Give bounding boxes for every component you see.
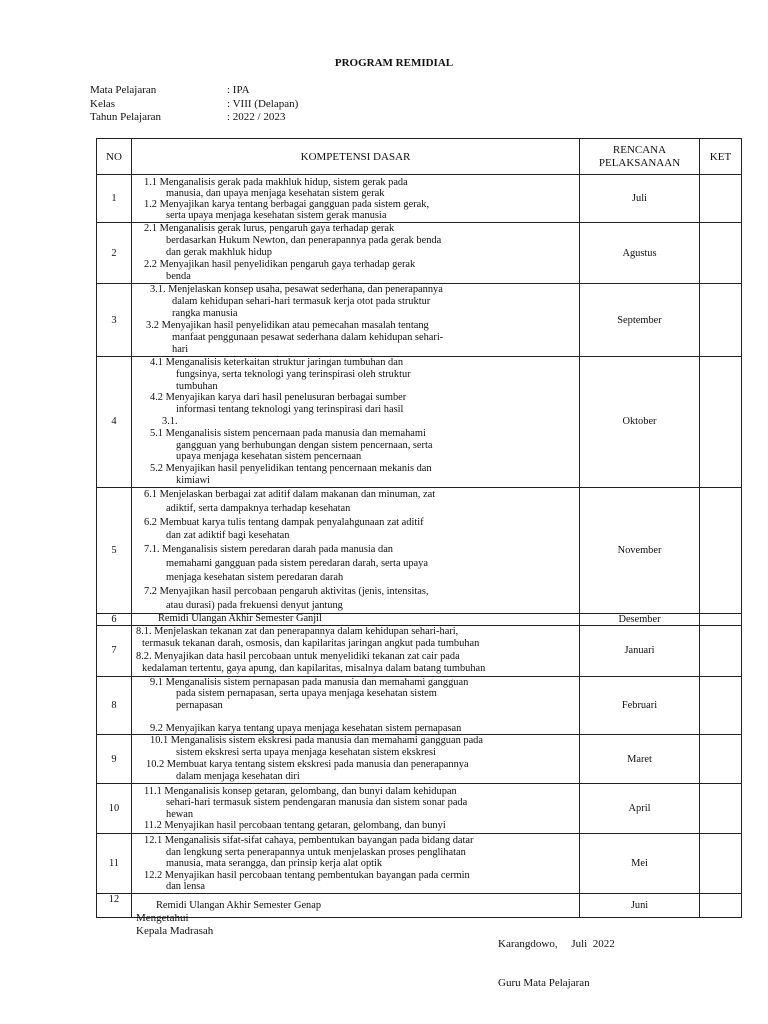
meta-label: Kelas <box>90 97 116 110</box>
rencana-cell: Mei <box>580 834 700 894</box>
table-body <box>97 175 742 918</box>
kompetensi-cell <box>132 613 580 625</box>
kompetensi-line: menjaga kesehatan sistem peredaran darah <box>166 572 344 584</box>
row-number: 12 <box>97 894 132 918</box>
kompetensi-cell <box>132 487 580 613</box>
kompetensi-line: 11.1 Menganalisis konsep getaran, gelombang, dan bunyi dalam kehidupan <box>144 785 457 797</box>
kompetensi-line: upaya menjaga kesehatan sistem pencernaan <box>176 451 362 463</box>
kompetensi-cell <box>132 175 580 223</box>
ket-cell <box>700 613 742 625</box>
kompetensi-line: kedalaman tertentu, gaya apung, dan kapilaritas, misalnya dalam batang tumbuhan <box>142 663 486 675</box>
meta-label: Mata Pelajaran <box>90 84 157 96</box>
header-rencana-line2: PELAKSANAAN <box>598 156 681 169</box>
kompetensi-cell <box>132 357 580 488</box>
document-meta <box>90 84 298 125</box>
kompetensi-line: 10.1 Menganalisis sistem ekskresi pada manusia dan memahami gangguan pada <box>150 735 483 747</box>
ket-cell <box>700 284 742 357</box>
kompetensi-line: memahami gangguan pada sistem peredaran darah, serta upaya <box>166 558 428 570</box>
ket-cell <box>700 223 742 284</box>
ket-cell <box>700 175 742 223</box>
signature-headmaster: Kepala Madrasah <box>136 925 214 937</box>
kompetensi-line: manusia, dan upaya menjaga kesehatan sistem gerak <box>166 187 385 199</box>
meta-value: : IPA <box>227 84 250 96</box>
ket-cell <box>700 357 742 488</box>
rencana-cell: Desember <box>580 613 700 625</box>
kompetensi-line: 6.1 Menjelaskan berbagai zat aditif dalam makanan dan minuman, zat <box>144 488 436 500</box>
ket-cell <box>700 784 742 834</box>
kompetensi-line: 2.2 Menyajikan hasil penyelidikan pengaruh gaya terhadap gerak <box>144 259 416 270</box>
row-number: 4 <box>97 357 132 488</box>
kompetensi-line: pada sistem pernapasan, serta upaya menjaga kesehatan sistem <box>176 688 437 700</box>
rencana-cell: September <box>580 284 700 357</box>
kompetensi-cell <box>132 676 580 735</box>
kompetensi-line: Remidi Ulangan Akhir Semester Ganjil <box>158 613 322 625</box>
kompetensi-line: dan zat adiktif bagi kesehatan <box>166 530 290 542</box>
kompetensi-line <box>132 711 579 723</box>
kompetensi-cell <box>132 223 580 284</box>
meta-row-subject <box>90 84 298 98</box>
rencana-cell: November <box>580 487 700 613</box>
row-number: 5 <box>97 487 132 613</box>
kompetensi-line: 9.2 Menyajikan karya tentang upaya menjaga kesehatan sistem pernapasan <box>150 722 462 734</box>
rencana-cell: Juni <box>580 894 700 918</box>
kompetensi-line: 6.2 Membuat karya tulis tentang dampak penyalahgunaan zat aditif <box>144 516 424 528</box>
row-number: 10 <box>97 784 132 834</box>
row-number: 11 <box>97 834 132 894</box>
row-number: 2 <box>97 223 132 284</box>
table-row <box>97 676 742 735</box>
header-ket: KET <box>700 139 742 175</box>
row-number: 9 <box>97 735 132 784</box>
remedial-table <box>96 138 742 918</box>
kompetensi-line: hewan <box>166 808 194 820</box>
kompetensi-line: 3.2 Menyajikan hasil penyelidikan atau pemecahan masalah tentang <box>146 320 429 331</box>
rencana-cell: Agustus <box>580 223 700 284</box>
kompetensi-line: 7.1. Menganalisis sistem peredaran darah pada manusia dan <box>144 544 394 556</box>
kompetensi-line: gangguan yang berhubungan dengan sistem pencernaan, serta <box>176 439 433 451</box>
kompetensi-line: serta upaya menjaga kesehatan sistem gerak manusia <box>166 209 387 221</box>
kompetensi-line: 3.1. <box>162 415 178 427</box>
kompetensi-line: 2.1 Menganalisis gerak lurus, pengaruh gaya terhadap gerak <box>144 223 395 234</box>
table-row <box>97 223 742 284</box>
kompetensi-line: fungsinya, serta teknologi yang terinspirasi oleh struktur <box>176 368 411 380</box>
row-number: 3 <box>97 284 132 357</box>
header-kompetensi: KOMPETENSI DASAR <box>132 139 580 175</box>
kompetensi-line: 10.2 Membuat karya tentang sistem ekskresi pada manusia dan penerapannya <box>146 759 469 771</box>
kompetensi-line: 9.1 Menganalisis sistem pernapasan pada manusia dan memahami gangguan <box>150 676 469 688</box>
ket-cell <box>700 735 742 784</box>
table-row <box>97 284 742 357</box>
meta-value: : 2022 / 2023 <box>227 111 286 123</box>
row-number: 8 <box>97 676 132 735</box>
rencana-cell: Januari <box>580 625 700 676</box>
table-row <box>97 175 742 223</box>
ket-cell <box>700 625 742 676</box>
kompetensi-line: 5.2 Menyajikan hasil penyelidikan tentang pencernaan mekanis dan <box>150 463 432 475</box>
signature-acknowledged: Mengetahui <box>136 912 189 924</box>
kompetensi-line: berdasarkan Hukum Newton, dan penerapannya pada gerak benda <box>166 235 442 246</box>
row-number: 7 <box>97 625 132 676</box>
table-row <box>97 834 742 894</box>
row-number: 1 <box>97 175 132 223</box>
kompetensi-line: 4.2 Menyajikan karya dari hasil penelusuran berbagai sumber <box>150 392 407 404</box>
table-row <box>97 735 742 784</box>
ket-cell <box>700 834 742 894</box>
signature-place-date: Karangdowo, Juli 2022 <box>498 938 615 950</box>
kompetensi-line: rangka manusia <box>172 308 238 319</box>
kompetensi-line: sistem ekskresi serta upaya menjaga kesehatan sistem ekskresi <box>176 747 436 759</box>
header-rencana <box>580 139 700 175</box>
kompetensi-line: 5.1 Menganalisis sistem pencernaan pada manusia dan memahami <box>150 427 426 439</box>
kompetensi-line: dalam menjaga kesehatan diri <box>176 771 300 783</box>
ket-cell <box>700 676 742 735</box>
kompetensi-line: 7.2 Menyajikan hasil percobaan pengaruh aktivitas (jenis, intensitas, <box>144 586 429 598</box>
kompetensi-cell <box>132 625 580 676</box>
kompetensi-line: pernapasan <box>176 699 223 711</box>
kompetensi-line: termasuk tekanan darah, osmosis, dan kapilaritas jaringan angkut pada tumbuhan <box>142 638 480 650</box>
table-row <box>97 357 742 488</box>
kompetensi-line: manfaat penggunaan pesawat sederhana dalam kehidupan sehari- <box>172 332 444 343</box>
kompetensi-line: 1.2 Menyajikan karya tentang berbagai gangguan pada sistem gerak, <box>144 198 430 210</box>
document-title: PROGRAM REMIDIAL <box>334 57 454 69</box>
kompetensi-line: dalam kehidupan sehari-hari termasuk kerja otot pada struktur <box>172 296 431 307</box>
rencana-cell: April <box>580 784 700 834</box>
table-header-row <box>97 139 742 175</box>
signature-right <box>498 912 615 1003</box>
ket-cell <box>700 894 742 918</box>
kompetensi-line: 12.1 Menganalisis sifat-sifat cahaya, pembentukan bayangan pada bidang datar <box>144 835 474 847</box>
kompetensi-line: Remidi Ulangan Akhir Semester Genap <box>156 900 322 912</box>
kompetensi-line: informasi tentang teknologi yang terinspirasi dari hasil <box>176 404 404 416</box>
kompetensi-line: 8.2. Menyajikan data hasil percobaan untuk menyelidiki tekanan zat cair pada <box>136 650 460 662</box>
signature-left <box>136 912 213 938</box>
kompetensi-line: tumbuhan <box>176 380 218 392</box>
kompetensi-line: hari <box>172 344 189 355</box>
rencana-cell: Juli <box>580 175 700 223</box>
signature-teacher: Guru Mata Pelajaran <box>498 977 590 989</box>
kompetensi-line: atau durasi) pada frekuensi denyut jantung <box>166 600 343 612</box>
kompetensi-line: manusia, mata serangga, dan prinsip kerja alat optik <box>166 858 383 870</box>
rencana-cell: Maret <box>580 735 700 784</box>
kompetensi-line: 3.1. Menjelaskan konsep usaha, pesawat sederhana, dan penerapannya <box>150 284 443 295</box>
kompetensi-cell <box>132 784 580 834</box>
meta-label: Tahun Pelajaran <box>90 111 162 123</box>
meta-row-year <box>90 111 298 125</box>
header-rencana-line1: RENCANA <box>612 143 667 156</box>
kompetensi-line: kimiawi <box>176 474 211 486</box>
kompetensi-line: 1.1 Menganalisis gerak pada makhluk hidup, sistem gerak pada <box>144 176 408 188</box>
kompetensi-line: 11.2 Menyajikan hasil percobaan tentang getaran, gelombang, dan bunyi <box>144 820 446 832</box>
kompetensi-line: adiktif, serta dampaknya terhadap kesehatan <box>166 502 351 514</box>
rencana-cell: Oktober <box>580 357 700 488</box>
kompetensi-cell <box>132 284 580 357</box>
rencana-cell: Februari <box>580 676 700 735</box>
kompetensi-line: benda <box>166 271 191 282</box>
kompetensi-cell <box>132 834 580 894</box>
kompetensi-line: dan gerak makhluk hidup <box>166 247 272 258</box>
kompetensi-line: dan lensa <box>166 881 205 893</box>
row-number: 6 <box>97 613 132 625</box>
kompetensi-line: sehari-hari termasuk sistem pendengaran manusia dan sistem sonar pada <box>166 797 468 809</box>
kompetensi-line: 12.2 Menyajikan hasil percobaan tentang pembentukan bayangan pada cermin <box>144 869 470 881</box>
meta-row-class <box>90 98 298 112</box>
ket-cell <box>700 487 742 613</box>
table-row <box>97 784 742 834</box>
header-no: NO <box>97 139 132 175</box>
kompetensi-line: 4.1 Menganalisis keterkaitan struktur jaringan tumbuhan dan <box>150 357 404 368</box>
meta-value: : VIII (Delapan) <box>227 97 299 110</box>
table-row <box>97 613 742 625</box>
kompetensi-cell <box>132 735 580 784</box>
table-row <box>97 625 742 676</box>
kompetensi-line: dan lengkung serta penerapannya untuk menjelaskan proses penglihatan <box>166 846 466 858</box>
kompetensi-line: 8.1. Menjelaskan tekanan zat dan penerapannya dalam kehidupan sehari-hari, <box>136 625 459 637</box>
table-row <box>97 487 742 613</box>
